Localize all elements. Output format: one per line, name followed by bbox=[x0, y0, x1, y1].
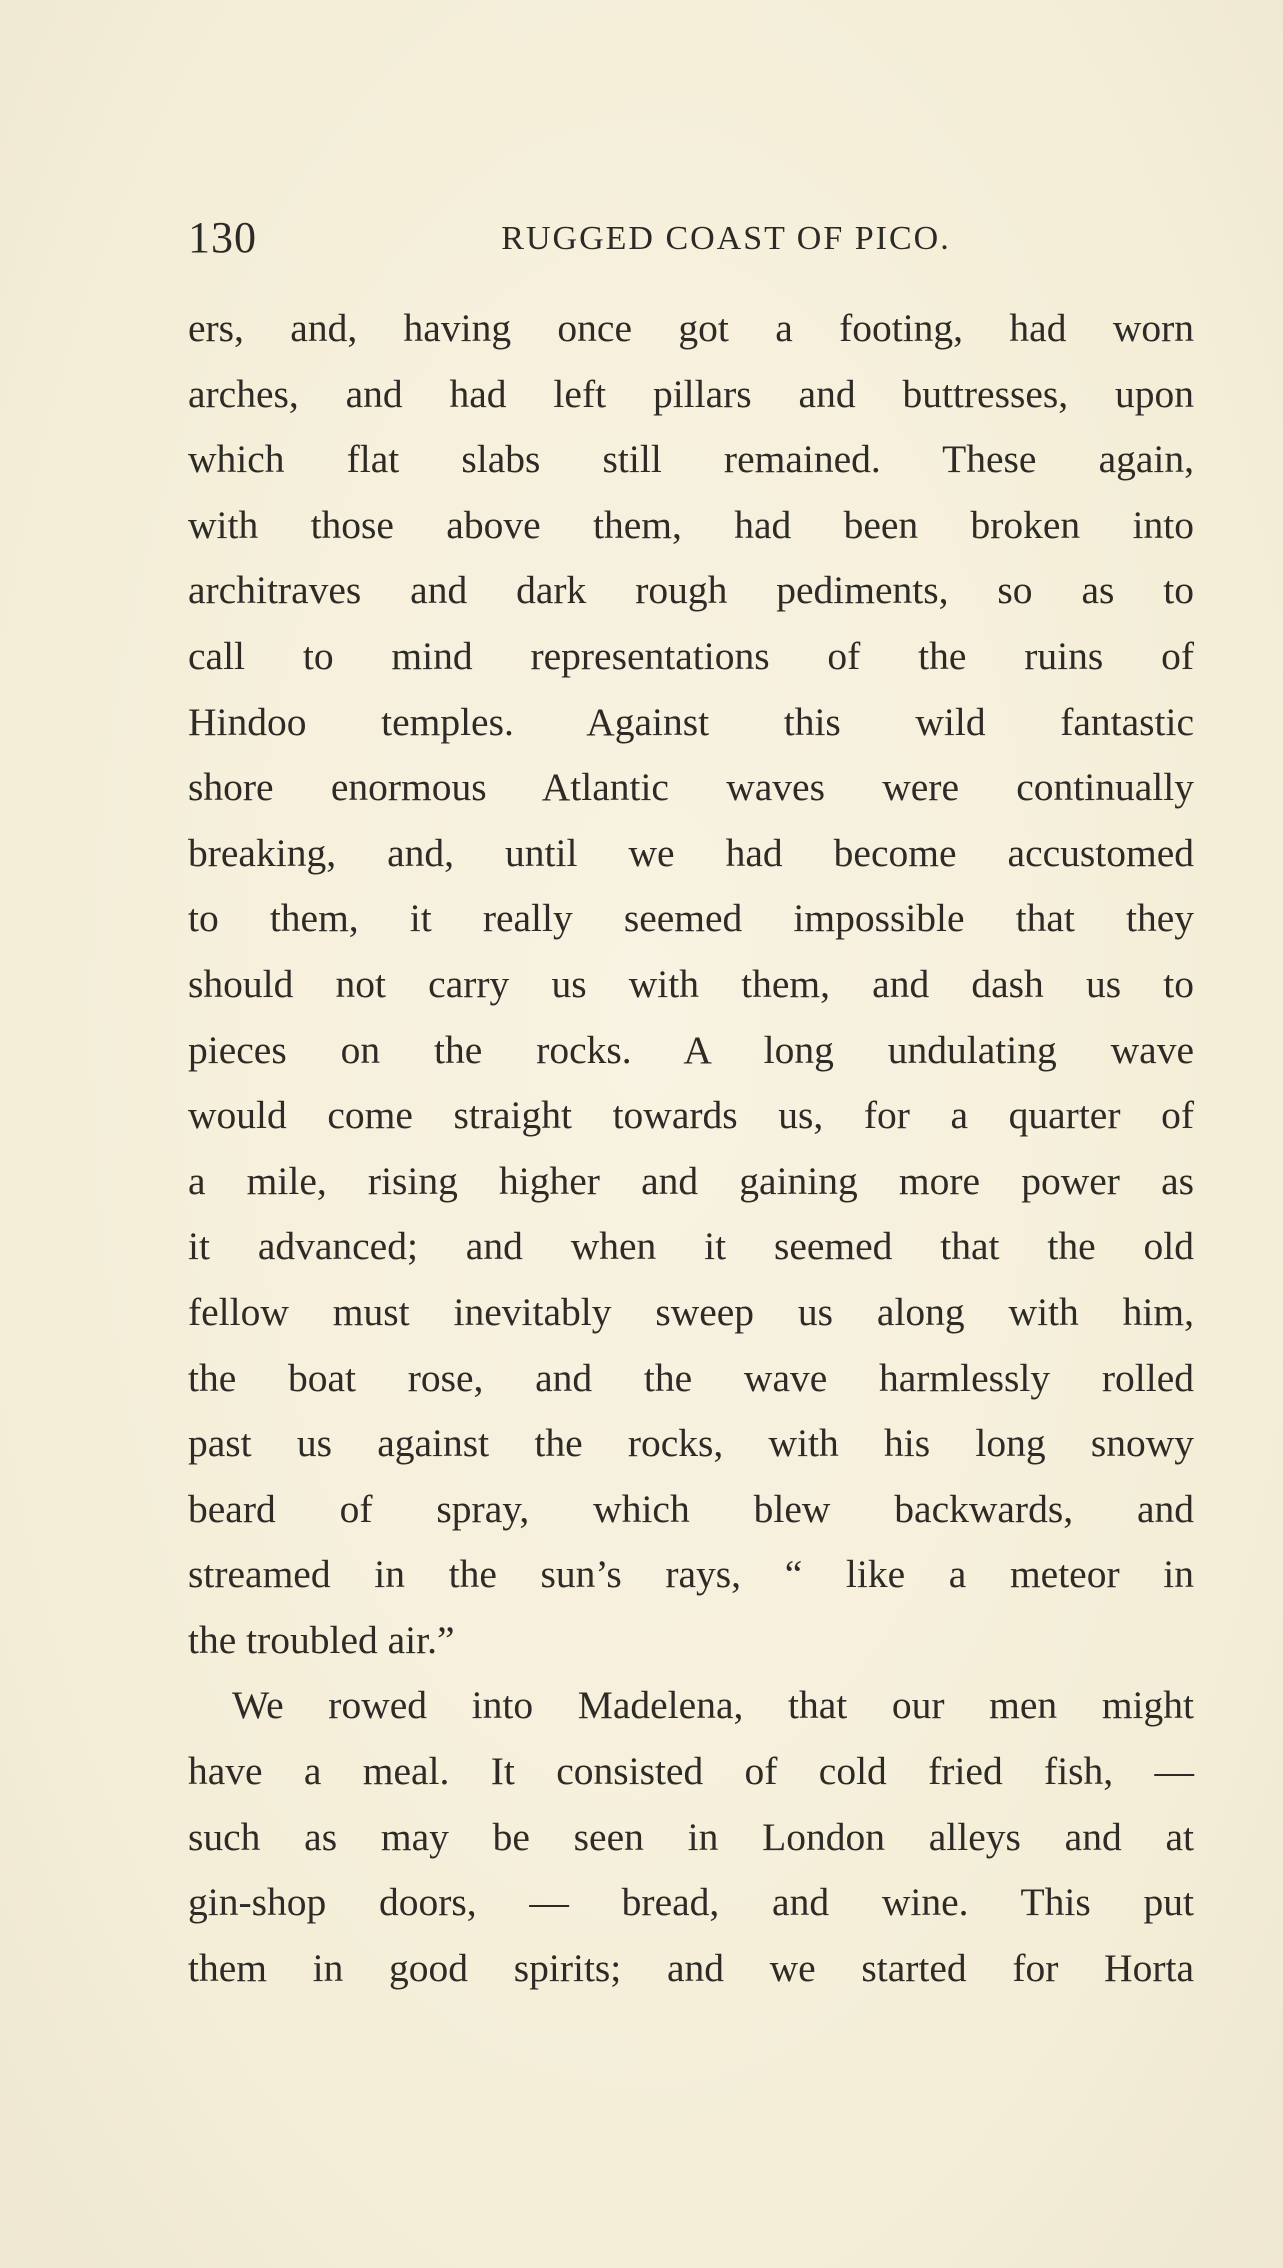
text-line: would come straight towards us, for a quarter of bbox=[188, 1093, 1194, 1138]
text-line: We rowed into Madelena, that our men might bbox=[232, 1683, 1194, 1728]
text-line: gin-shop doors, — bread, and wine. This put bbox=[188, 1880, 1194, 1925]
body-text bbox=[188, 296, 1194, 2001]
text-line: fellow must inevitably sweep us along with him, bbox=[188, 1289, 1194, 1334]
text-line: the troubled air.” bbox=[188, 1617, 455, 1662]
text-line: breaking, and, until we had become accustomed bbox=[188, 830, 1194, 875]
running-title: RUGGED COAST OF PICO. bbox=[501, 220, 951, 257]
text-line: it advanced; and when it seemed that the old bbox=[188, 1224, 1194, 1269]
text-line: arches, and had left pillars and buttresses, upon bbox=[188, 371, 1194, 416]
text-line: the boat rose, and the wave harmlessly rolled bbox=[188, 1355, 1194, 1400]
text-line: have a meal. It consisted of cold fried fish, — bbox=[188, 1749, 1194, 1794]
text-line: pieces on the rocks. A long undulating wave bbox=[188, 1027, 1194, 1072]
text-line: with those above them, had been broken into bbox=[188, 502, 1194, 547]
text-line: which flat slabs still remained. These again, bbox=[188, 437, 1194, 482]
text-line: past us against the rocks, with his long snowy bbox=[188, 1421, 1194, 1466]
text-line: call to mind representations of the ruins of bbox=[188, 633, 1194, 678]
text-line: architraves and dark rough pediments, so as to bbox=[188, 568, 1194, 613]
text-line: beard of spray, which blew backwards, and bbox=[188, 1486, 1194, 1531]
text-line: Hindoo temples. Against this wild fantastic bbox=[188, 699, 1194, 744]
text-line: them in good spirits; and we started for Horta bbox=[188, 1945, 1194, 1990]
page-header bbox=[188, 212, 1194, 268]
text-line: shore enormous Atlantic waves were continually bbox=[188, 765, 1194, 810]
text-line: to them, it really seemed impossible that they bbox=[188, 896, 1194, 941]
text-line: should not carry us with them, and dash us to bbox=[188, 961, 1194, 1006]
text-line: such as may be seen in London alleys and at bbox=[188, 1814, 1194, 1859]
page-number: 130 bbox=[188, 213, 257, 262]
text-line: a mile, rising higher and gaining more power as bbox=[188, 1158, 1194, 1203]
text-line: ers, and, having once got a footing, had worn bbox=[188, 306, 1194, 350]
text-line: streamed in the sun’s rays, “ like a meteor in bbox=[188, 1552, 1194, 1597]
